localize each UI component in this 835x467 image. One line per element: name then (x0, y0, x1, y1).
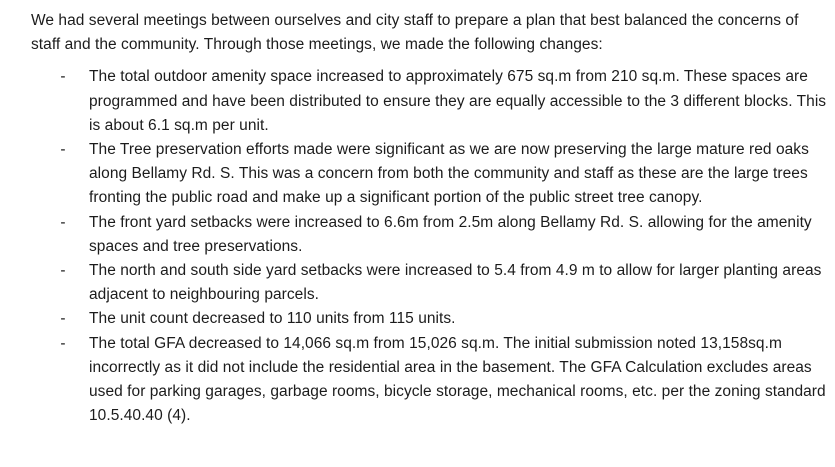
bullet-dash: - (60, 310, 66, 328)
list-item-text: The front yard setbacks were increased to 6.6m from 2.5m along Bellamy Rd. S. allowing for the amenity spaces and tree preservations. (89, 213, 812, 255)
bullet-dash: - (60, 262, 66, 280)
bullet-dash: - (60, 334, 66, 352)
bullet-dash: - (60, 68, 66, 86)
intro-paragraph: We had several meetings between ourselves and city staff to prepare a plan that best balanced the concerns of staff and the community. Through those meetings, we made the following changes: (31, 12, 799, 54)
list-item (31, 65, 831, 138)
list-item-text: The total GFA decreased to 14,066 sq.m from 15,026 sq.m. The initial submission noted 13,158sq.m incorrectly as it did not include the residential area in the basement. The GFA Calculation excludes areas used for parking garages, garbage rooms, bicycle storage, mechanical rooms, etc. per the zoning standard 10.5.40.40 (4). (89, 334, 826, 425)
bullet-dash: - (60, 141, 66, 159)
list-item-text: The unit count decreased to 110 units from 115 units. (89, 310, 456, 328)
list-item-text: The north and south side yard setbacks were increased to 5.4 from 4.9 m to allow for larger planting areas adjacent to neighbouring parcels. (89, 262, 822, 304)
bullet-dash: - (60, 213, 66, 231)
list-item-text: The total outdoor amenity space increased to approximately 675 sq.m from 210 sq.m. These spaces are programmed and have been distributed to ensure they are equally accessible to the 3 different blocks. This is about 6.1 sq.m per unit. (89, 68, 827, 134)
list-item (31, 332, 831, 429)
list-item (31, 138, 831, 211)
list-item (31, 307, 831, 331)
list-item (31, 211, 831, 259)
changes-list (31, 65, 831, 428)
list-item-text: The Tree preservation efforts made were significant as we are now preserving the large mature red oaks along Bellamy Rd. S. This was a concern from both the community and staff as these are the large trees fronting the public road and make up a significant portion of the public street tree canopy. (89, 141, 809, 207)
document-body (31, 9, 831, 428)
list-item (31, 259, 831, 307)
